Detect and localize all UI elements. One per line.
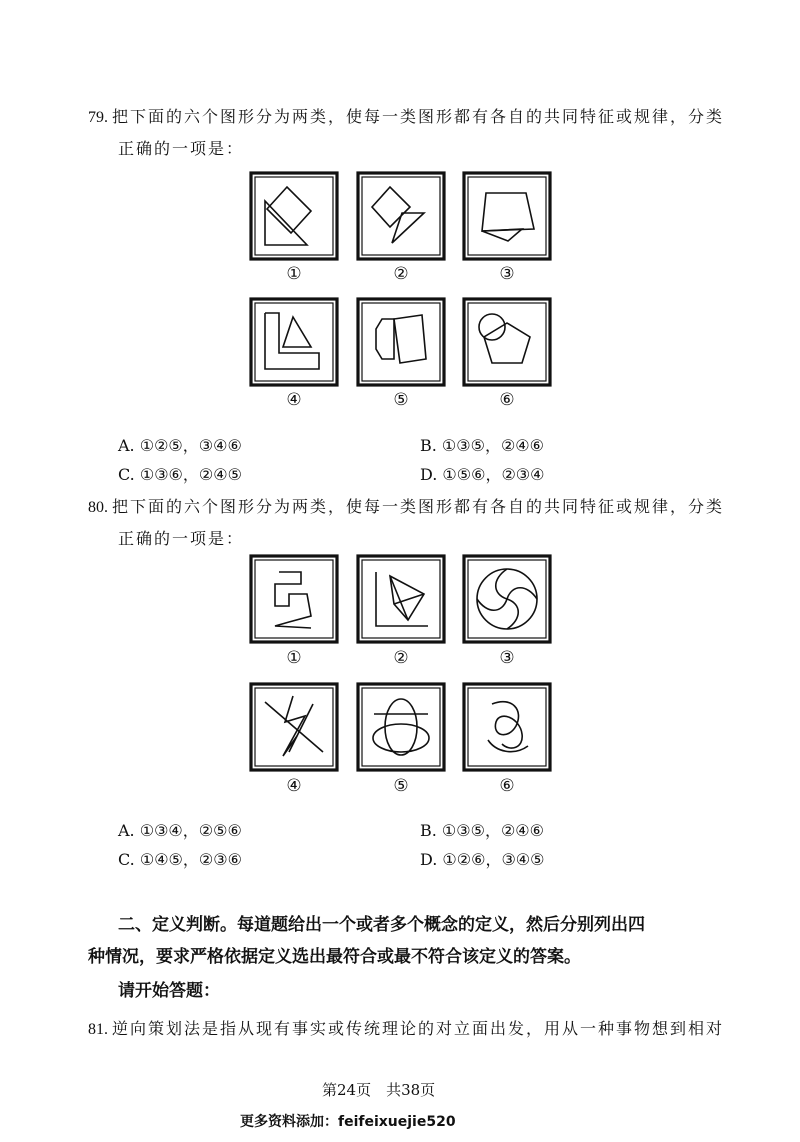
q79-label-2: ②: [393, 264, 409, 284]
q81-stem-text: 逆向策划法是指从现有事实或传统理论的对立面出发，用从一种事物想到相对: [112, 1019, 725, 1038]
q79-figure-2: [356, 171, 446, 261]
page-number: 第24页 共38页: [322, 1081, 436, 1099]
q80-figure-3: [462, 554, 552, 644]
q80-figure-6: [462, 682, 552, 772]
q81-stem-line1: [88, 1016, 724, 1039]
q79-option-b[interactable]: B. ①③⑤，②④⑥: [420, 436, 544, 455]
q79-option-d[interactable]: D. ①⑤⑥，②③④: [420, 465, 545, 484]
q79-figure-5: [356, 297, 446, 387]
q79-stem-text: 把下面的六个图形分为两类，使每一类图形都有各自的共同特征或规律，分类: [112, 107, 725, 126]
q80-figure-5: [356, 682, 446, 772]
q80-label-2: ②: [393, 648, 409, 668]
q80-figure-4: [249, 682, 339, 772]
q80-option-a[interactable]: A. ①③④，②⑤⑥: [118, 821, 242, 840]
q79-option-a[interactable]: A. ①②⑤，③④⑥: [118, 436, 242, 455]
q79-figure-6: [462, 297, 552, 387]
q79-label-6: ⑥: [499, 390, 515, 410]
q80-figure-1: [249, 554, 339, 644]
q80-label-1: ①: [286, 648, 302, 668]
q80-stem-line1: [88, 494, 724, 517]
q79-number: 79.: [88, 109, 108, 126]
q80-figure-2: [356, 554, 446, 644]
q79-label-5: ⑤: [393, 390, 409, 410]
q80-option-b[interactable]: B. ①③⑤，②④⑥: [420, 821, 544, 840]
q81-number: 81.: [88, 1021, 108, 1038]
q80-label-6: ⑥: [499, 776, 515, 796]
section-heading-line1: 二、定义判断。每道题给出一个或者多个概念的定义，然后分别列出四: [118, 915, 645, 935]
section-start: 请开始答题：: [118, 981, 220, 1001]
q80-label-5: ⑤: [393, 776, 409, 796]
q79-label-3: ③: [499, 264, 515, 284]
q79-figure-3: [462, 171, 552, 261]
footer-note: 更多资料添加：feifeixuejie520: [240, 1114, 456, 1130]
q79-stem-line2: 正确的一项是：: [118, 139, 245, 158]
q80-label-3: ③: [499, 648, 515, 668]
q80-stem-line2: 正确的一项是：: [118, 529, 245, 548]
q79-figure-4: [249, 297, 339, 387]
q79-label-4: ④: [286, 390, 302, 410]
q79-figure-1: [249, 171, 339, 261]
q80-label-4: ④: [286, 776, 302, 796]
q80-stem-text: 把下面的六个图形分为两类，使每一类图形都有各自的共同特征或规律，分类: [112, 497, 725, 516]
q79-option-c[interactable]: C. ①③⑥，②④⑤: [118, 465, 242, 484]
q79-stem-line1: [88, 104, 724, 127]
q80-option-c[interactable]: C. ①④⑤，②③⑥: [118, 850, 242, 869]
q80-option-d[interactable]: D. ①②⑥，③④⑤: [420, 850, 545, 869]
q80-number: 80.: [88, 499, 108, 516]
q79-label-1: ①: [286, 264, 302, 284]
section-heading-line2: 种情况，要求严格依据定义选出最符合或最不符合该定义的答案。: [88, 947, 581, 967]
